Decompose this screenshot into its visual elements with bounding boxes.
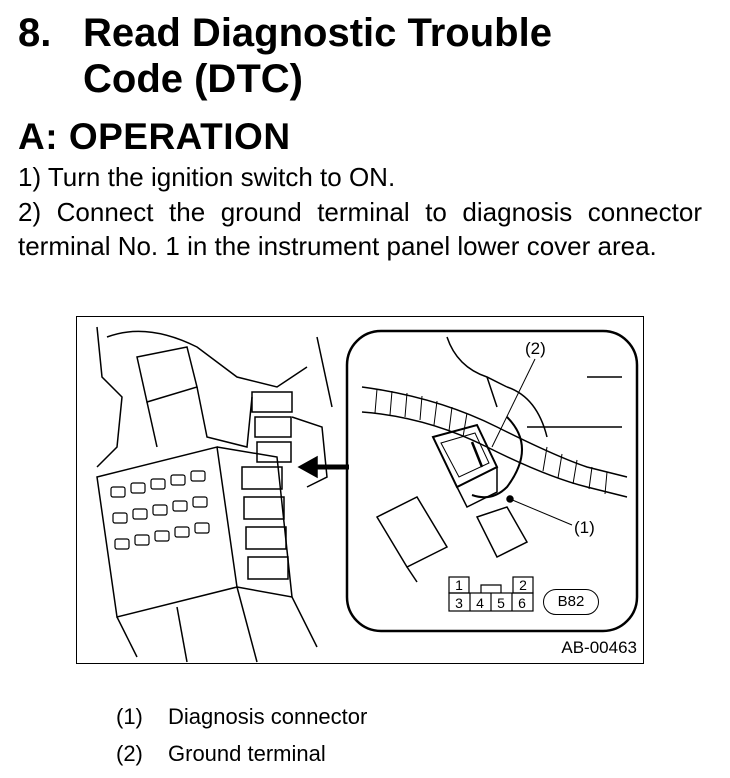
step-1: 1) Turn the ignition switch to ON.: [18, 162, 396, 192]
legend-label: Diagnosis connector: [168, 704, 368, 729]
pin-2: 2: [519, 577, 527, 593]
fuse-box-drawing: [97, 327, 332, 662]
connector-id-badge: B82: [543, 589, 599, 615]
legend-number: (1): [116, 704, 143, 729]
pin-1: 1: [455, 577, 463, 593]
step-2: 2) Connect the ground terminal to diagnosis connector terminal No. 1 in the instrument panel lower cover area.: [18, 197, 702, 261]
pin-5: 5: [497, 595, 505, 611]
callout-ground-terminal: (2): [525, 339, 546, 358]
figure-code: AB-00463: [561, 638, 637, 657]
arrow-icon: [299, 457, 349, 477]
pin-3: 3: [455, 595, 463, 611]
callout-diagnosis-connector: (1): [574, 518, 595, 537]
legend-label: Ground terminal: [168, 741, 326, 766]
pin-4: 4: [476, 595, 484, 611]
section-number: 8.: [18, 11, 52, 55]
legend-item: [116, 703, 367, 731]
legend-number: (2): [116, 741, 143, 766]
pin-6: 6: [518, 595, 526, 611]
detail-view: [347, 331, 637, 631]
section-title: Read Diagnostic Trouble Code (DTC): [83, 11, 552, 101]
subsection-title: A: OPERATION: [18, 116, 291, 157]
diagnosis-connector-figure: [76, 316, 644, 664]
legend-item: [116, 740, 326, 768]
